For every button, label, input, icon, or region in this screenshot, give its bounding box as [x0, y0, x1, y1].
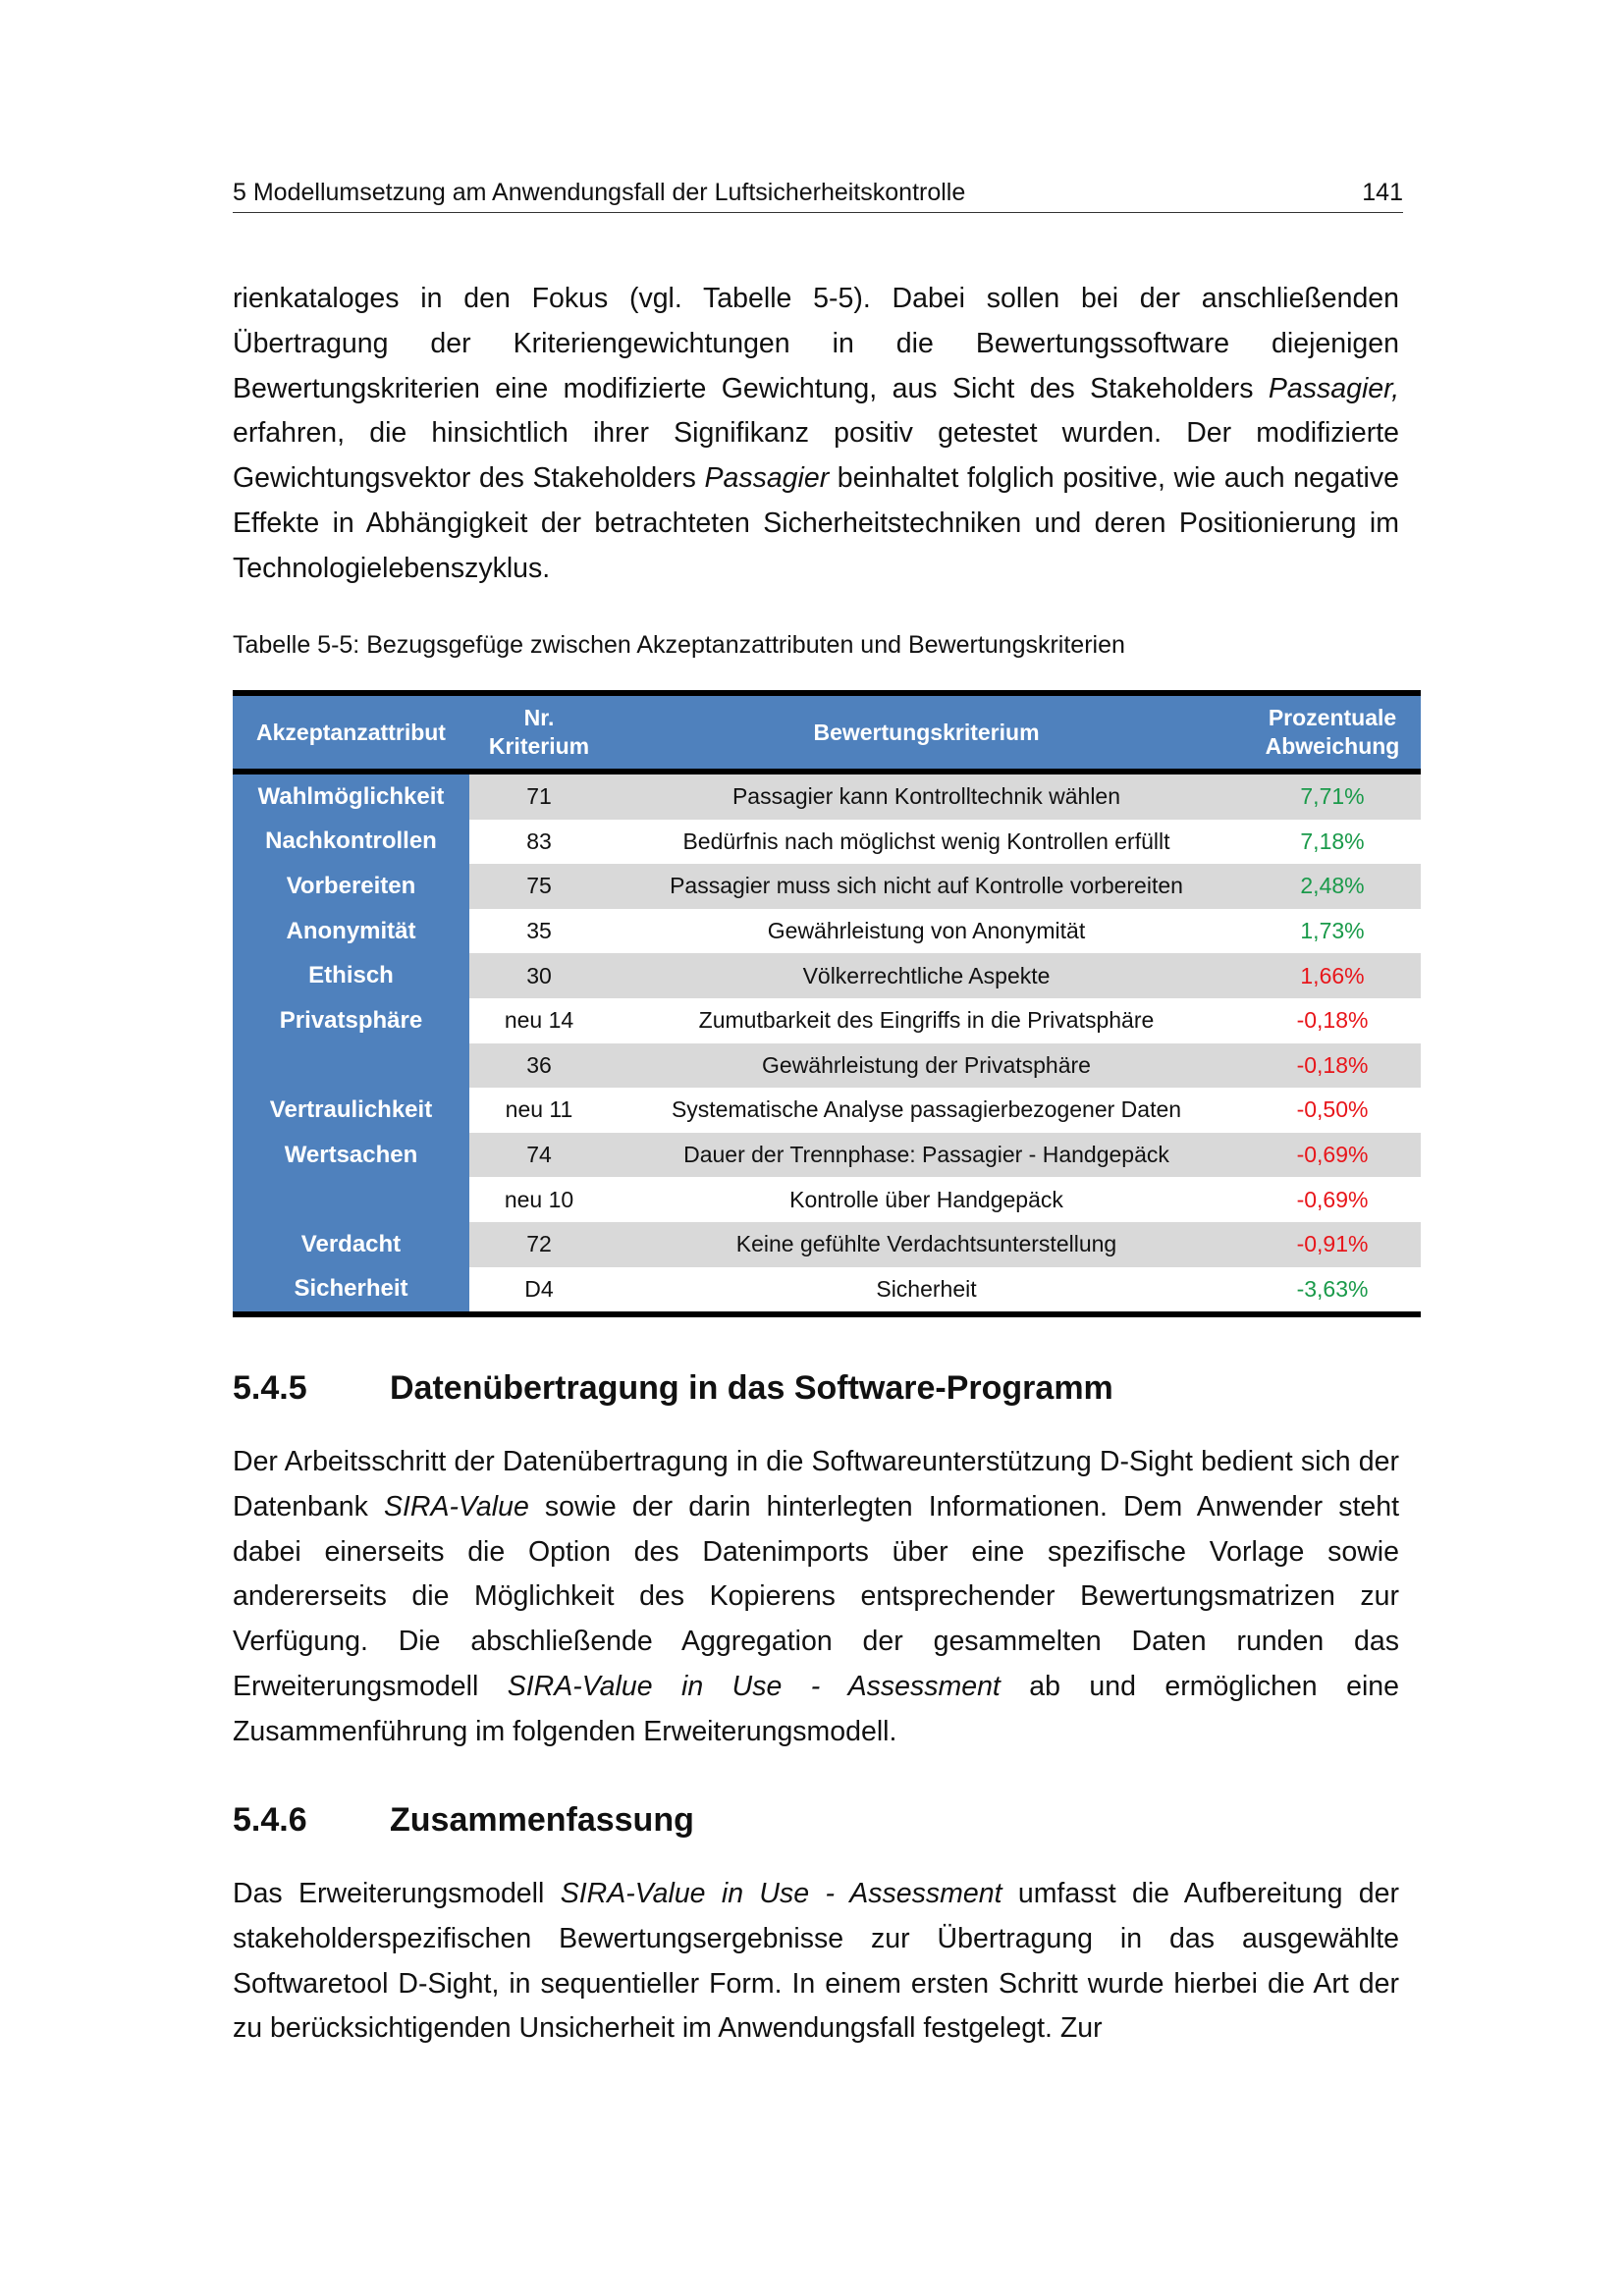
table-row	[233, 1222, 1421, 1267]
deviation-cell: -3,63%	[1244, 1267, 1421, 1315]
section-number: 5.4.6	[233, 1801, 307, 1839]
text-run: beinhaltet folglich positive, wie auch negative Effekte in Abhängigkeit der betrachteten Sicherheitstechniken und deren Positionierung im Technologielebenszyklus.	[233, 462, 1399, 584]
header-line: Nr.	[523, 705, 555, 730]
table-row	[233, 820, 1421, 865]
nr-cell: 75	[469, 864, 609, 909]
deviation-cell: 1,73%	[1244, 909, 1421, 954]
text-run: ab und ermöglichen eine Zusammenführung im folgenden Erweiterungsmodell.	[233, 1670, 1399, 1747]
table-row	[233, 772, 1421, 820]
section-title: Datenübertragung in das Software-Programm	[390, 1369, 1113, 1407]
criterion-cell: Kontrolle über Handgepäck	[609, 1177, 1244, 1222]
table-body	[233, 772, 1421, 1314]
chapter-title: 5 Modellumsetzung am Anwendungsfall der Luftsicherheitskontrolle	[233, 179, 966, 206]
attribute-cell: Sicherheit	[233, 1267, 469, 1315]
deviation-cell: -0,69%	[1244, 1177, 1421, 1222]
deviation-cell: -0,50%	[1244, 1088, 1421, 1133]
attribute-cell: Verdacht	[233, 1222, 469, 1267]
section-number: 5.4.5	[233, 1369, 307, 1407]
criterion-cell: Zumutbarkeit des Eingriffs in die Privatsphäre	[609, 998, 1244, 1043]
section-heading-545	[233, 1369, 1113, 1408]
table-row	[233, 1133, 1421, 1178]
attribute-cell: Vorbereiten	[233, 864, 469, 909]
deviation-cell: -0,18%	[1244, 1043, 1421, 1089]
attribute-cell: Privatsphäre	[233, 998, 469, 1043]
criterion-cell: Passagier kann Kontrolltechnik wählen	[609, 772, 1244, 820]
text-run: rienkataloges in den Fokus (vgl. Tabelle 5-5). Dabei sollen bei der anschließenden Übertragung der Kriteriengewichtungen in die Bewertungssoftware diejenigen Bewertungskriterien eine modifizierte Gewichtung, aus Sicht des Stakeholders	[233, 283, 1399, 404]
running-header	[233, 175, 1403, 213]
section-title: Zusammenfassung	[390, 1801, 694, 1839]
criterion-cell: Gewährleistung von Anonymität	[609, 909, 1244, 954]
criteria-table	[233, 690, 1421, 1317]
emphasis: Passagier,	[1268, 372, 1399, 404]
criterion-cell: Gewährleistung der Privatsphäre	[609, 1043, 1244, 1089]
intro-paragraph	[233, 277, 1399, 592]
table-caption: Tabelle 5-5: Bezugsgefüge zwischen Akzeptanzattributen und Bewertungskriterien	[233, 631, 1125, 659]
table-row	[233, 1267, 1421, 1315]
attribute-cell: Ethisch	[233, 953, 469, 998]
deviation-cell: -0,18%	[1244, 998, 1421, 1043]
text-run: sowie der darin hinterlegten Informationen. Dem Anwender steht dabei einerseits die Option des Datenimports über eine spezifische Vorlage sowie andererseits die Möglichkeit des Kopierens entsprechender Bewertungsmatrizen zur Verfügung. Die abschließende Aggregation der gesammelten Daten runden das Erweiterungsmodell	[233, 1490, 1399, 1702]
header-line: Kriterium	[488, 733, 590, 759]
attribute-cell: Nachkontrollen	[233, 820, 469, 865]
section-heading-546	[233, 1801, 694, 1840]
text-run: erfahren, die hinsichtlich ihrer Signifikanz positiv getestet wurden. Der modifizierte Gewichtungsvektor des Stakeholders	[233, 417, 1399, 495]
nr-cell: 83	[469, 820, 609, 865]
deviation-cell: 1,66%	[1244, 953, 1421, 998]
text-run: Das Erweiterungsmodell	[233, 1878, 561, 1909]
nr-cell: 72	[469, 1222, 609, 1267]
attribute-cell: Anonymität	[233, 909, 469, 954]
attribute-cell	[233, 1177, 469, 1222]
nr-cell: 30	[469, 953, 609, 998]
criterion-cell: Keine gefühlte Verdachtsunterstellung	[609, 1222, 1244, 1267]
text-run: Der Arbeitsschritt der Datenübertragung in die Softwareunterstützung D-Sight bedient sich der Datenbank	[233, 1446, 1399, 1522]
attribute-cell	[233, 1043, 469, 1089]
deviation-cell: -0,69%	[1244, 1133, 1421, 1178]
table-row	[233, 1177, 1421, 1222]
nr-cell: 71	[469, 772, 609, 820]
page-number: 141	[1362, 179, 1403, 206]
nr-cell: 36	[469, 1043, 609, 1089]
attribute-cell: Vertraulichkeit	[233, 1088, 469, 1133]
deviation-cell: -0,91%	[1244, 1222, 1421, 1267]
text-run: umfasst die Aufbereitung der stakeholderspezifischen Bewertungsergebnisse zur Übertragung in das ausgewählte Softwaretool D-Sight, in sequentieller Form. In einem ersten Schritt wurde hierbei die Art der zu berücksichtigenden Unsicherheit im Anwendungsfall festgelegt. Zur	[233, 1878, 1399, 2045]
column-header-criterion: Bewertungskriterium	[609, 693, 1244, 772]
column-header-deviation	[1244, 693, 1421, 772]
criterion-cell: Völkerrechtliche Aspekte	[609, 953, 1244, 998]
deviation-cell: 7,71%	[1244, 772, 1421, 820]
criterion-cell: Systematische Analyse passagierbezogener Daten	[609, 1088, 1244, 1133]
table-row	[233, 998, 1421, 1043]
table-row	[233, 909, 1421, 954]
criterion-cell: Bedürfnis nach möglichst wenig Kontrollen erfüllt	[609, 820, 1244, 865]
section-545-paragraph	[233, 1440, 1399, 1755]
deviation-cell: 2,48%	[1244, 864, 1421, 909]
nr-cell: neu 10	[469, 1177, 609, 1222]
attribute-cell: Wahlmöglichkeit	[233, 772, 469, 820]
nr-cell: neu 14	[469, 998, 609, 1043]
nr-cell: D4	[469, 1267, 609, 1315]
nr-cell: 35	[469, 909, 609, 954]
column-header-nr	[469, 693, 609, 772]
emphasis: SIRA-Value	[383, 1490, 529, 1522]
nr-cell: 74	[469, 1133, 609, 1178]
table-row	[233, 1088, 1421, 1133]
criterion-cell: Sicherheit	[609, 1267, 1244, 1315]
table-header	[233, 693, 1421, 772]
table-row	[233, 864, 1421, 909]
emphasis: SIRA-Value in Use - Assessment	[507, 1670, 1001, 1702]
table-row	[233, 953, 1421, 998]
table-row	[233, 1043, 1421, 1089]
criterion-cell: Dauer der Trennphase: Passagier - Handgepäck	[609, 1133, 1244, 1178]
deviation-cell: 7,18%	[1244, 820, 1421, 865]
nr-cell: neu 11	[469, 1088, 609, 1133]
header-line: Prozentuale	[1268, 705, 1397, 730]
emphasis: SIRA-Value in Use - Assessment	[560, 1878, 1002, 1909]
header-line: Abweichung	[1265, 733, 1400, 759]
column-header-attribute: Akzeptanzattribut	[233, 693, 469, 772]
criterion-cell: Passagier muss sich nicht auf Kontrolle vorbereiten	[609, 864, 1244, 909]
emphasis: Passagier	[704, 462, 830, 495]
section-546-paragraph	[233, 1872, 1399, 2052]
attribute-cell: Wertsachen	[233, 1133, 469, 1178]
